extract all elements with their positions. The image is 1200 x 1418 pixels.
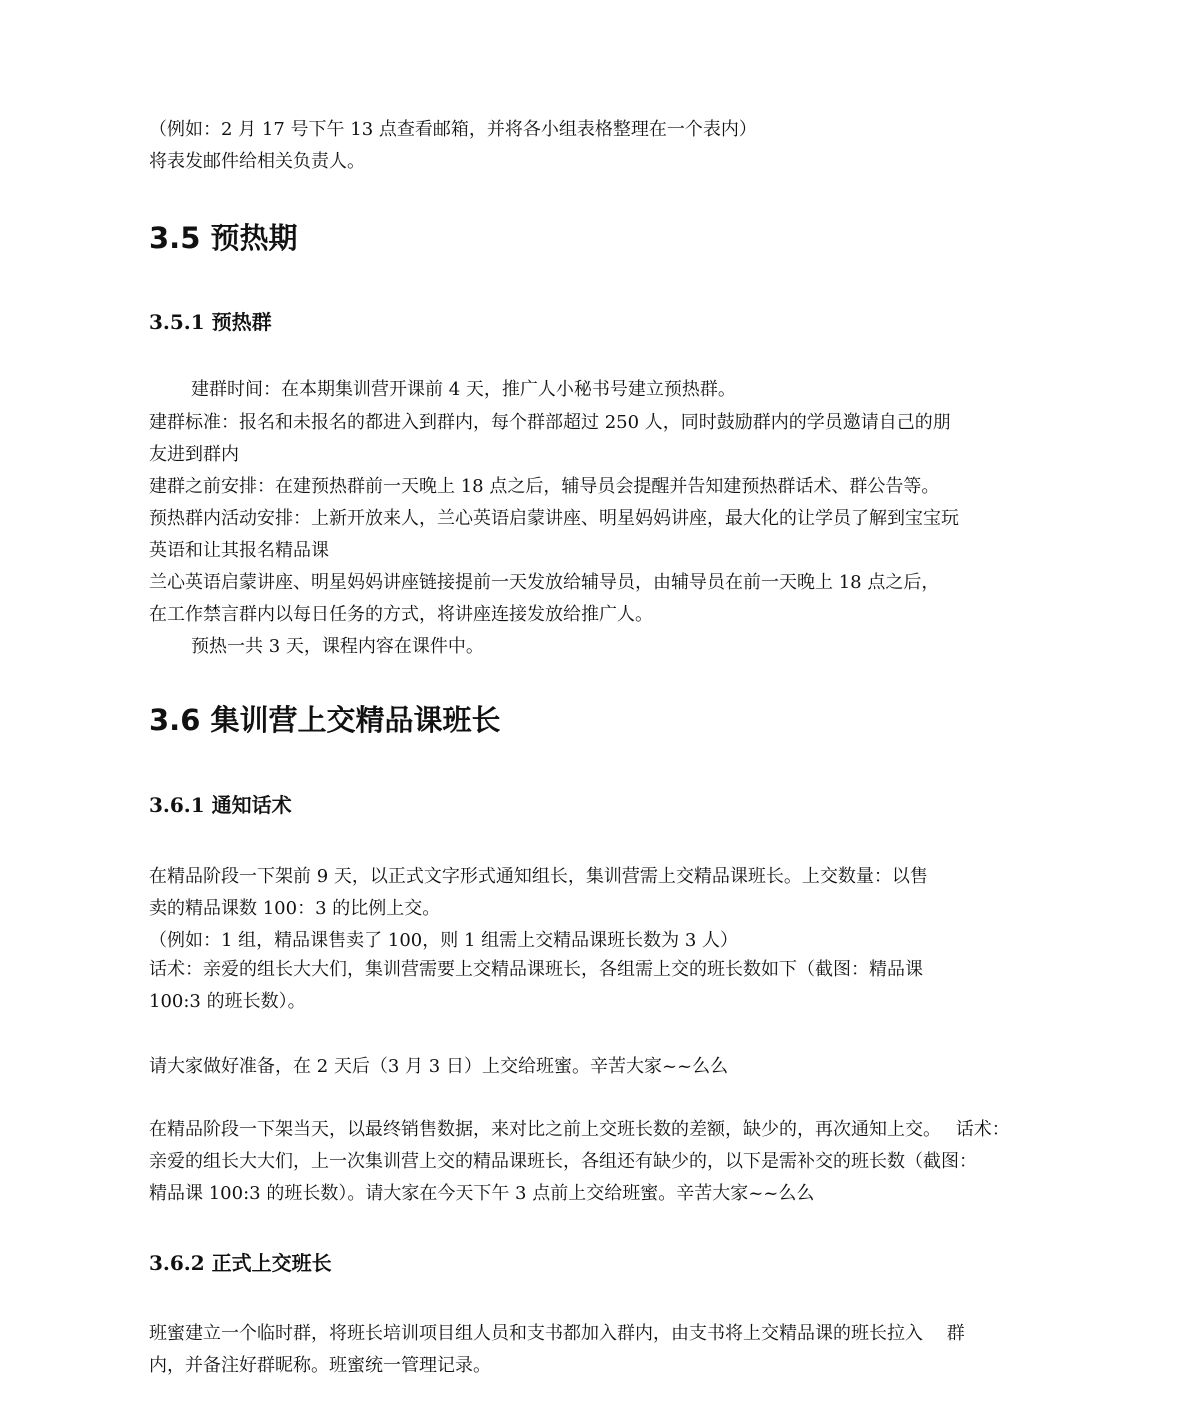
paragraph-line: 在精品阶段一下架当天，以最终销售数据，来对比之前上交班长数的差额，缺少的，再次通知上交。 话术： (149, 1119, 1010, 1140)
paragraph-line: 建群时间：在本期集训营开课前 4 天，推广人小秘书号建立预热群。 (191, 379, 736, 400)
paragraph-line: 建群之前安排：在建预热群前一天晚上 18 点之后，辅导员会提醒并告知建预热群话术、群公告等。 (149, 476, 940, 497)
paragraph-line: 建群标准：报名和未报名的都进入到群内，每个群部超过 250 人，同时鼓励群内的学员邀请自己的朋 (149, 412, 951, 433)
paragraph-line: （例如：2 月 17 号下午 13 点查看邮箱，并将各小组表格整理在一个表内） (149, 119, 757, 140)
paragraph-line: （例如：1 组，精品课售卖了 100，则 1 组需上交精品课班长数为 3 人） (149, 930, 739, 951)
paragraph-line: 100:3 的班长数）。 (149, 991, 306, 1012)
paragraph-line: 请大家做好准备，在 2 天后（3 月 3 日）上交给班蜜。辛苦大家~~么么 (149, 1056, 729, 1077)
paragraph-line: 班蜜建立一个临时群，将班长培训项目组人员和支书都加入群内，由支书将上交精品课的班长拉入 群 (149, 1323, 965, 1344)
paragraph-line: 卖的精品课数 100：3 的比例上交。 (149, 898, 441, 919)
paragraph-line: 预热一共 3 天，课程内容在课件中。 (191, 636, 484, 657)
section-heading-3-5: 3.5 预热期 (149, 221, 298, 255)
paragraph-line: 在精品阶段一下架前 9 天，以正式文字形式通知组长，集训营需上交精品课班长。上交数量：以售 (149, 866, 928, 887)
paragraph-line: 内，并备注好群昵称。班蜜统一管理记录。 (149, 1355, 491, 1376)
paragraph-line: 友进到群内 (149, 444, 239, 465)
paragraph-line: 英语和让其报名精品课 (149, 540, 329, 561)
paragraph-line: 精品课 100:3 的班长数）。请大家在今天下午 3 点前上交给班蜜。辛苦大家~~么么 (149, 1183, 815, 1204)
subsection-heading-3-6-1: 3.6.1 通知话术 (149, 793, 292, 817)
subsection-heading-3-6-2: 3.6.2 正式上交班长 (149, 1251, 332, 1275)
paragraph-line: 亲爱的组长大大们，上一次集训营上交的精品课班长，各组还有缺少的，以下是需补交的班长数（截图： (149, 1151, 977, 1172)
subsection-heading-3-5-1: 3.5.1 预热群 (149, 310, 272, 334)
paragraph-line: 在工作禁言群内以每日任务的方式，将讲座连接发放给推广人。 (149, 604, 653, 625)
paragraph-line: 兰心英语启蒙讲座、明星妈妈讲座链接提前一天发放给辅导员，由辅导员在前一天晚上 18 点之后， (149, 572, 940, 593)
paragraph-line: 话术：亲爱的组长大大们，集训营需要上交精品课班长，各组需上交的班长数如下（截图：精品课 (149, 959, 923, 980)
section-heading-3-6: 3.6 集训营上交精品课班长 (149, 703, 501, 737)
paragraph-line: 将表发邮件给相关负责人。 (149, 151, 365, 172)
paragraph-line: 预热群内活动安排：上新开放来人，兰心英语启蒙讲座、明星妈妈讲座，最大化的让学员了解到宝宝玩 (149, 508, 959, 529)
